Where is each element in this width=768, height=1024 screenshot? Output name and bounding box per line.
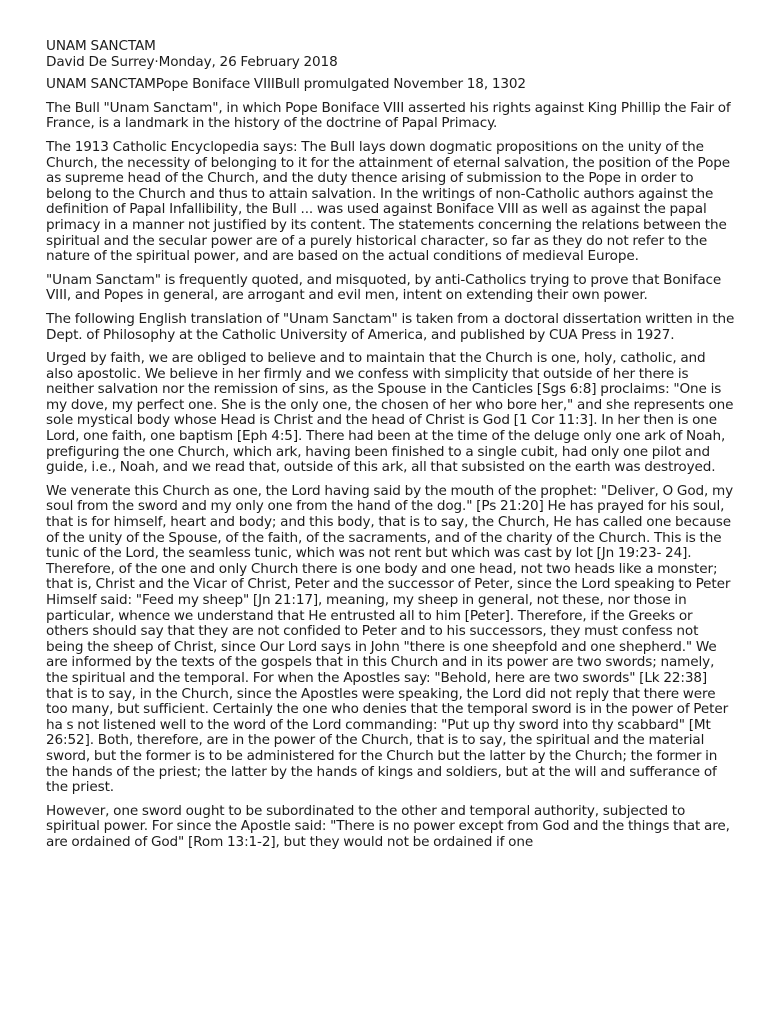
intro-paragraph: The Bull "Unam Sanctam", in which Pope Boniface VIII asserted his rights against King Phillip the Fair of France, is a landmark in the history of the doctrine of Papal Primacy. <box>46 99 731 132</box>
subtitle-paragraph: UNAM SANCTAMPope Boniface VIIIBull promulgated November 18, 1302 <box>46 76 526 93</box>
document-page <box>46 39 736 859</box>
bull-paragraph-1: Urged by faith, we are obliged to believe and to maintain that the Church is one, holy, catholic, and also apostolic. We believe in her firmly and we confess with simplicity that outside of her there is neither salvation nor the remission of sins, as the Spouse in the Canticles [Sgs 6:8] proclaims: "One is my dove, my perfect one. She is the only one, the chosen of her who bore her," and she represents one sole mystical body whose Head is Christ and the head of Christ is God [1 Cor 11:3]. In her then is one Lord, one faith, one baptism [Eph 4:5]. There had been at the time of the deluge only one ark of Noah, prefiguring the one Church, which ark, having been finished to a single cubit, had only one pilot and guide, i.e., Noah, and we read that, outside of this ark, all that subsisted on the earth was destroyed. <box>46 350 734 476</box>
bull-paragraph-2: We venerate this Church as one, the Lord having said by the mouth of the prophet: "Deliver, O God, my soul from the sword and my only one from the hand of the dog." [Ps 21:20] He has prayed for his soul, that is for himself, heart and body; and this body, that is to say, the Church, He has called one because of the unity of the Spouse, of the faith, of the sacraments, and of the charity of the Church. This is the tunic of the Lord, the seamless tunic, which was not rent but which was cast by lot [Jn 19:23- 24]. Therefore, of the one and only Church there is one body and one head, not two heads like a monster; that is, Christ and the Vicar of Christ, Peter and the successor of Peter, since the Lord speaking to Peter Himself said: "Feed my sheep" [Jn 21:17], meaning, my sheep in general, not these, nor those in particular, whence we understand that He entrusted all to him [Peter]. Therefore, if the Greeks or others should say that they are not confided to Peter and to his successors, they must confess not being the sheep of Christ, since Our Lord says in John "there is one sheepfold and one shepherd." We are informed by the texts of the gospels that in this Church and in its power are two swords; namely, the spiritual and the temporal. For when the Apostles say: "Behold, here are two swords" [Lk 22:38] that is to say, in the Church, since the Apostles were speaking, the Lord did not reply that there were too many, but sufficient. Certainly the one who denies that the temporal sword is in the power of Peter ha s not listened well to the word of the Lord commanding: "Put up thy sword into thy scabbard" [Mt 26:52]. Both, therefore, are in the power of the Church, that is to say, the spiritual and the material sword, but the former is to be administered for the Church but the latter by the Church; the former in the hands of the priest; the latter by the hands of kings and soldiers, but at the will and sufferance of the priest. <box>46 482 734 796</box>
document-title: UNAM SANCTAM <box>46 38 156 54</box>
document-header <box>46 39 736 70</box>
encyclopedia-paragraph: The 1913 Catholic Encyclopedia says: The Bull lays down dogmatic propositions on the unity of the Church, the necessity of belonging to it for the attainment of eternal salvation, the position of the Pope as supreme head of the Church, and the duty thence arising of submission to the Pope in order to belong to the Church and thus to attain salvation. In the writings of non-Catholic authors against the definition of Papal Infallibility, the Bull ... was used against Boniface VIII as well as against the papal primacy in a manner not justified by its content. The statements concerning the relations between the spiritual and the secular power are of a purely historical character, so far as they do not refer to the nature of the spiritual power, and are based on the actual conditions of medieval Europe. <box>46 138 731 265</box>
bull-paragraph-3: However, one sword ought to be subordinated to the other and temporal authority, subjected to spiritual power. For since the Apostle said: "There is no power except from God and the things that are, are ordained of God" [Rom 13:1-2], but they would not be ordained if one <box>46 802 730 850</box>
misquoted-paragraph: "Unam Sanctam" is frequently quoted, and misquoted, by anti-Catholics trying to prove that Boniface VIII, and Popes in general, are arrogant and evil men, intent on extending their own power. <box>46 271 722 304</box>
document-byline: David De Surrey·Monday, 26 February 2018 <box>46 53 338 70</box>
translation-source-paragraph: The following English translation of "Unam Sanctam" is taken from a doctoral dissertation written in the Dept. of Philosophy at the Catholic University of America, and published by CUA Press in 1927. <box>46 310 735 343</box>
